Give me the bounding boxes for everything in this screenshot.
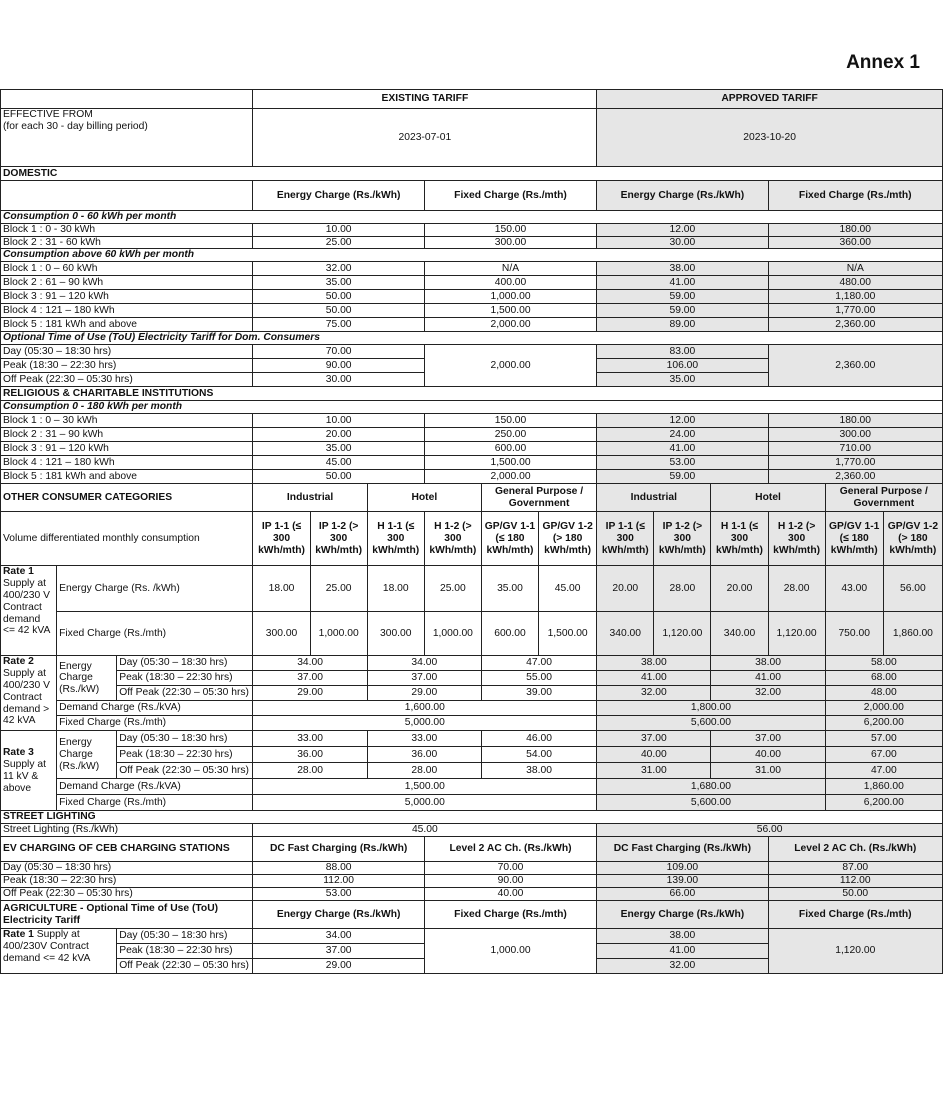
volume-label: Volume differentiated monthly consumption [1, 512, 253, 566]
table-row: Rate 3 Supply at 11 kV & above Energy Charge (Rs./kW) Day (05:30 – 18:30 hrs) 33.00 33.00 46.00 37.00 37.00 57.00 [1, 731, 943, 747]
rate2-label: Rate 2 Supply at 400/230 V Contract demand > 42 kVA [1, 656, 57, 731]
ex-gp-header: General Purpose / Government [481, 484, 596, 512]
agri-ex-fixed: 1,000.00 [424, 929, 596, 974]
domestic-title: DOMESTIC [1, 167, 943, 181]
existing-energy-header: Energy Charge (Rs./kWh) [253, 181, 424, 211]
table-row: Block 3 : 91 – 120 kWh 35.00 600.00 41.00 710.00 [1, 442, 943, 456]
ev-ap-l2-header: Level 2 AC Ch. (Rs./kWh) [768, 837, 942, 862]
agri-rate-label: Rate 1 Supply at 400/230V Contract demand <= 42 kVA [1, 929, 117, 974]
table-row: Rate 1 Supply at 400/230V Contract demand <= 42 kVA Day (05:30 – 18:30 hrs) 34.00 1,000.00 38.00 1,120.00 [1, 929, 943, 944]
agri-ex-energy-header: Energy Charge (Rs./kWh) [253, 901, 424, 929]
table-row: Peak (18:30 – 22:30 hrs) 36.00 36.00 54.00 40.00 40.00 67.00 [1, 747, 943, 763]
table-row: Peak (18:30 – 22:30 hrs) 37.00 41.00 [1, 944, 943, 959]
table-row: Day (05:30 – 18:30 hrs) 88.00 70.00 109.00 87.00 [1, 862, 943, 875]
ev-ex-l2-header: Level 2 AC Ch. (Rs./kWh) [424, 837, 596, 862]
table-row: Block 4 : 121 – 180 kWh 45.00 1,500.00 53.00 1,770.00 [1, 456, 943, 470]
rate3-label: Rate 3 Supply at 11 kV & above [1, 731, 57, 811]
table-row: Street Lighting (Rs./kWh) 45.00 56.00 [1, 824, 943, 837]
ev-ap-dc-header: DC Fast Charging (Rs./kWh) [597, 837, 768, 862]
street-title: STREET LIGHTING [1, 811, 943, 824]
table-row: Demand Charge (Rs./kVA) 1,600.00 1,800.00 2,000.00 [1, 701, 943, 716]
effective-label: EFFECTIVE FROM (for each 30 - day billing period) [1, 109, 253, 167]
table-row: Block 1 : 0 – 60 kWh 32.00 N/A 38.00 N/A [1, 262, 943, 276]
ev-ex-dc-header: DC Fast Charging (Rs./kWh) [253, 837, 424, 862]
table-row: Block 1 : 0 - 30 kWh 10.00 150.00 12.00 180.00 [1, 223, 943, 236]
table-row: Block 5 : 181 kWh and above 75.00 2,000.00 89.00 2,360.00 [1, 318, 943, 332]
domestic-sub1: Consumption 0 - 60 kWh per month [1, 211, 943, 224]
existing-fixed-header: Fixed Charge (Rs./mth) [424, 181, 596, 211]
existing-effective-date: 2023-07-01 [253, 109, 597, 167]
table-row: Block 2 : 31 - 60 kWh 25.00 300.00 30.00 360.00 [1, 236, 943, 249]
table-row: Off Peak (22:30 – 05:30 hrs) 30.00 35.00 [1, 373, 943, 387]
agri-title: AGRICULTURE - Optional Time of Use (ToU) Electricity Tariff [1, 901, 253, 929]
table-row: Fixed Charge (Rs./mth) 5,000.00 5,600.00 6,200.00 [1, 716, 943, 731]
approved-fixed-header: Fixed Charge (Rs./mth) [768, 181, 942, 211]
table-row: Block 4 : 121 – 180 kWh 50.00 1,500.00 59.00 1,770.00 [1, 304, 943, 318]
ex-hotel-header: Hotel [367, 484, 481, 512]
religious-title: RELIGIOUS & CHARITABLE INSTITUTIONS [1, 387, 943, 401]
agri-ex-fixed-header: Fixed Charge (Rs./mth) [424, 901, 596, 929]
table-row: Off Peak (22:30 – 05:30 hrs) 29.00 32.00 [1, 959, 943, 974]
table-row: Day (05:30 – 18:30 hrs) 70.00 2,000.00 83.00 2,360.00 [1, 345, 943, 359]
ev-title: EV CHARGING OF CEB CHARGING STATIONS [1, 837, 253, 862]
domestic-sub2: Consumption above 60 kWh per month [1, 249, 943, 262]
table-row: Demand Charge (Rs./kVA) 1,500.00 1,680.00 1,860.00 [1, 779, 943, 795]
table-row: Block 2 : 61 – 90 kWh 35.00 400.00 41.00 480.00 [1, 276, 943, 290]
tou-existing-fixed: 2,000.00 [424, 345, 596, 387]
table-row: Fixed Charge (Rs./mth) 5,000.00 5,600.00 6,200.00 [1, 795, 943, 811]
approved-tariff-heading: APPROVED TARIFF [597, 90, 943, 109]
ap-industrial-header: Industrial [597, 484, 711, 512]
table-row: Off Peak (22:30 – 05:30 hrs) 29.00 29.00 39.00 32.00 32.00 48.00 [1, 686, 943, 701]
table-row: Block 1 : 0 – 30 kWh 10.00 150.00 12.00 180.00 [1, 414, 943, 428]
religious-sub: Consumption 0 - 180 kWh per month [1, 401, 943, 414]
table-row: Rate 1 Supply at 400/230 V Contract demand <= 42 kVA Energy Charge (Rs. /kWh) 18.00 25.00 18.00 25.00 35.00 45.00 20.00 28.00 20.00 28.00 43.00 56.00 [1, 566, 943, 612]
domestic-sub3: Optional Time of Use (ToU) Electricity Tariff for Dom. Consumers [1, 332, 943, 345]
table-row: Fixed Charge (Rs./mth) 300.00 1,000.00 300.00 1,000.00 600.00 1,500.00 340.00 1,120.00 340.00 1,120.00 750.00 1,860.00 [1, 612, 943, 656]
table-row: Peak (18:30 – 22:30 hrs) 37.00 37.00 55.00 41.00 41.00 68.00 [1, 671, 943, 686]
annex-label: Annex 1 [846, 52, 920, 73]
agri-ap-fixed-header: Fixed Charge (Rs./mth) [768, 901, 942, 929]
ap-hotel-header: Hotel [711, 484, 825, 512]
ap-gp-header: General Purpose / Government [825, 484, 942, 512]
table-row: Block 3 : 91 – 120 kWh 50.00 1,000.00 59.00 1,180.00 [1, 290, 943, 304]
approved-effective-date: 2023-10-20 [597, 109, 943, 167]
existing-tariff-heading: EXISTING TARIFF [253, 90, 597, 109]
header-blank [1, 90, 253, 109]
ex-industrial-header: Industrial [253, 484, 367, 512]
table-row: Off Peak (22:30 – 05:30 hrs) 53.00 40.00 66.00 50.00 [1, 888, 943, 901]
table-row: Block 2 : 31 – 90 kWh 20.00 250.00 24.00 300.00 [1, 428, 943, 442]
agri-ap-energy-header: Energy Charge (Rs./kWh) [597, 901, 768, 929]
tou-approved-fixed: 2,360.00 [768, 345, 942, 387]
table-row: Peak (18:30 – 22:30 hrs) 112.00 90.00 139.00 112.00 [1, 875, 943, 888]
col-header-blank [1, 181, 253, 211]
agri-ap-fixed: 1,120.00 [768, 929, 942, 974]
table-row: Peak (18:30 – 22:30 hrs) 90.00 106.00 [1, 359, 943, 373]
tariff-table: EXISTING TARIFF APPROVED TARIFF EFFECTIVE FROM (for each 30 - day billing period) 2023-07-01 2023-10-20 DOMESTIC Energy Charge (Rs./kWh) Fixed Charge (Rs./mth) Energy Charge (Rs./kWh) Fixed Charge (Rs./mth) Consumption 0 - 60 kWh per month Block 1 : 0 - 30 kWh 10.00 150.00 12.00 180.00 Block 2 : 31 - 60 kWh 25.00 300.00 30.00 360.00 Consumption above 60 kWh per month Block 1 : 0 – 60 kWh 32.00 N/A 38.00 N/A Block 2 : 61 – 90 kWh 35.00 400.00 41.00 480.00 Block 3 : 91 – 120 kWh 50.00 1,000.00 59.00 1,180.00 Block 4 : 121 – 180 kWh 50.00 1,500.00 59.00 1,770.00 Block 5 : 181 kWh and above 75.00 2,000.00 89.00 2,360.00 Optional Time of Use (ToU) Electricity Tariff for Dom. Consumers Day (05:30 – 18:30 hrs) 70.00 2,000.00 83.00 2,360.00 Peak (18:30 – 22:30 hrs) 90.00 106.00 Off Peak (22:30 – 05:30 hrs) 30.00 35.00 RELIGIOUS & CHARITABLE INSTITUTIONS Consumption 0 - 180 kWh per month Block 1 : 0 – 30 kWh 10.00 150.00 12.00 180.00 Block 2 : 31 – 90 kWh 20.00 250.00 24.00 300.00 Block 3 : 91 – 120 kWh 35.00 600.00 41.00 710.00 Block 4 : 121 – 180 kWh 45.00 1,500.00 53.00 1,770.00 Block 5 : 181 kWh and above 50.00 2,000.00 59.00 2,360.00 OTHER CONSUMER CATEGORIES Industrial Hotel General Purpose / Government Industrial Hotel General Purpose / Government Volume differentiated monthly consumption IP 1-1 (≤ 300 kWh/mth) IP 1-2 (> 300 kWh/mth) H 1-1 (≤ 300 kWh/mth) H 1-2 (> 300 kWh/mth) GP/GV 1-1 (≤ 180 kWh/mth) GP/GV 1-2 (> 180 kWh/mth) IP 1-1 (≤ 300 kWh/mth) IP 1-2 (> 300 kWh/mth) H 1-1 (≤ 300 kWh/mth) H 1-2 (> 300 kWh/mth) GP/GV 1-1 (≤ 180 kWh/mth) GP/GV 1-2 (> 180 kWh/mth) Rate 1 Supply at 400/230 V Contract demand <= 42 kVA Energy Charge (Rs. /kWh) 18.00 25.00 18.00 25.00 35.00 45.00 20.00 28.00 20.00 28.00 43.00 56.00 Fixed Charge (Rs./mth) 300.00 1,000.00 300.00 1,000.00 600.00 1,500.00 340.00 1,120.00 340.00 1,120.00 750.00 1,860.00 Rate 2 Supply at 400/230 V Contract demand > 42 kVA Energy Charge (Rs./kW) Day (05:30 – 18:30 hrs) 34.00 34.00 47.00 38.00 38.00 58.00 Peak (18:30 – 22:30 hrs) 37.00 37.00 55.00 41.00 41.00 68.00 Off Peak (22:30 – 05:30 hrs) 29.00 29.00 39.00 32.00 32.00 48.00 Demand Charge (Rs./kVA) 1,600.00 1,800.00 2,000.00 Fixed Charge (Rs./mth) 5,000.00 5,600.00 6,200.00 Rate 3 Supply at 11 kV & above Energy Charge (Rs./kW) Day (05:30 – 18:30 hrs) 33.00 33.00 46.00 37.00 37.00 57.00 Peak (18:30 – 22:30 hrs) 36.00 36.00 54.00 40.00 40.00 67.00 Off Peak (22:30 – 05:30 hrs) 28.00 28.00 38.00 31.00 31.00 47.00 Demand Charge (Rs./kVA) 1,500.00 1,680.00 1,860.00 Fixed Charge (Rs./mth) 5,000.00 5,600.00 6,200.00 STREET LIGHTING Street Lighting (Rs./kWh) 45.00 56.00 EV CHARGING OF CEB CHARGING STATIONS DC Fast Charging (Rs./kWh) Level 2 AC Ch. (Rs./kWh) DC Fast Charging (Rs./kWh) Level 2 AC Ch. (Rs./kWh) Day (05:30 – 18:30 hrs) 88.00 70.00 109.00 87.00 Peak (18:30 – 22:30 hrs) 112.00 90.00 139.00 112.00 Off Peak (22:30 – 05:30 hrs) 53.00 40.00 66.00 50.00 AGRICULTURE - Optional Time of Use (ToU) Electricity Tariff Energy Charge (Rs./kWh) Fixed Charge (Rs./mth) Energy Charge (Rs./kWh) Fixed Charge (Rs./mth) Rate 1 Supply at 400/230V Contract demand <= 42 kVA Day (05:30 – 18:30 hrs) 34.00 1,000.00 38.00 1,120.00 Peak (18:30 – 22:30 hrs) 37.00 41.00 Off Peak (22:30 – 05:30 hrs) 29.00 32.00 [0, 89, 943, 974]
rate1-label: Rate 1 Supply at 400/230 V Contract demand <= 42 kVA [1, 566, 57, 656]
approved-energy-header: Energy Charge (Rs./kWh) [597, 181, 768, 211]
table-row: Block 5 : 181 kWh and above 50.00 2,000.00 59.00 2,360.00 [1, 470, 943, 484]
other-title: OTHER CONSUMER CATEGORIES [1, 484, 253, 512]
table-row: Rate 2 Supply at 400/230 V Contract demand > 42 kVA Energy Charge (Rs./kW) Day (05:30 – 18:30 hrs) 34.00 34.00 47.00 38.00 38.00 58.00 [1, 656, 943, 671]
table-row: Off Peak (22:30 – 05:30 hrs) 28.00 28.00 38.00 31.00 31.00 47.00 [1, 763, 943, 779]
